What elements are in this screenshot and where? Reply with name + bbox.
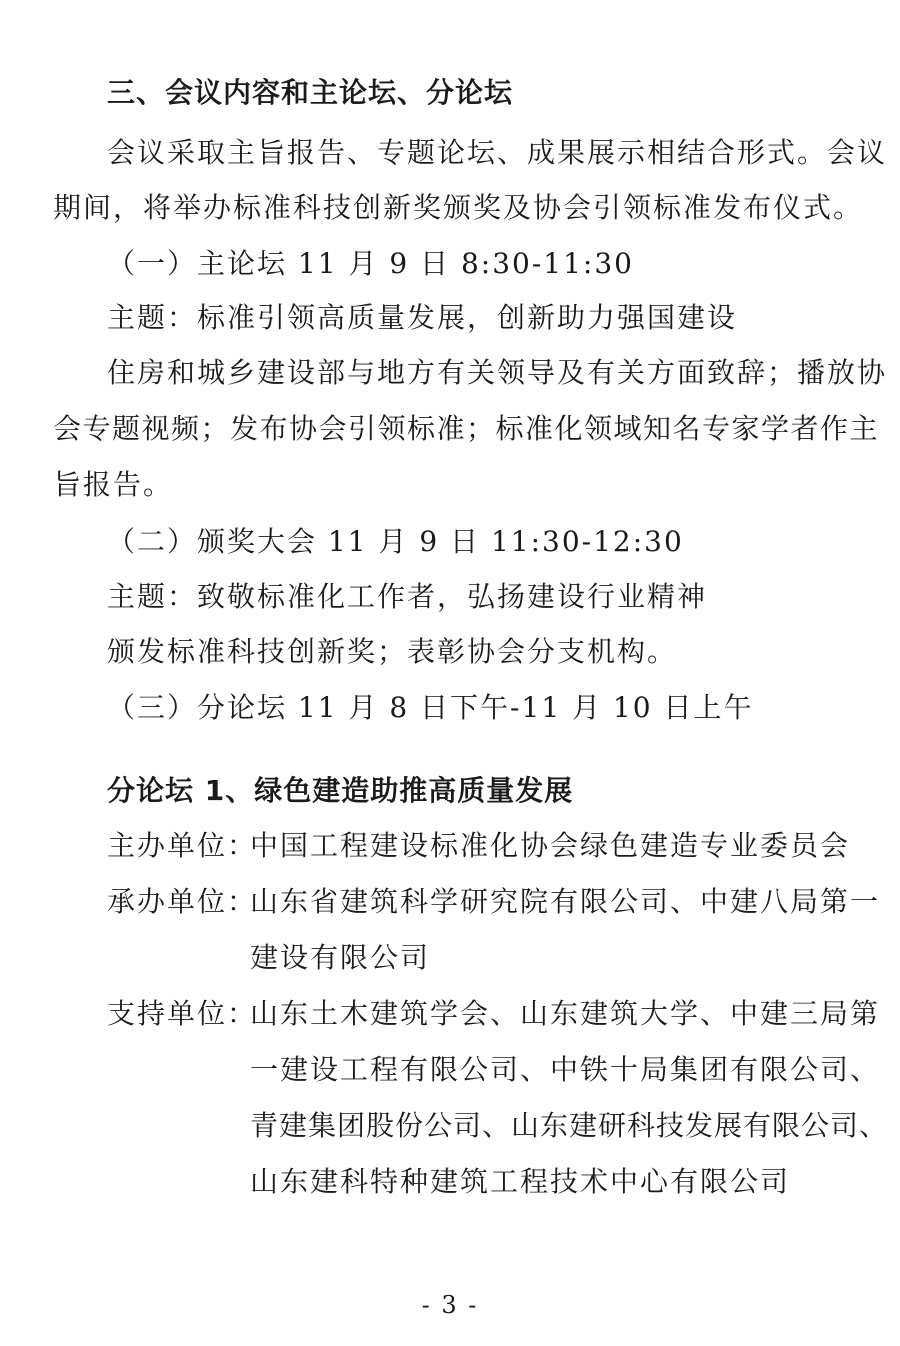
award-theme: 主题：致敬标准化工作者，弘扬建设行业精神 xyxy=(107,580,708,613)
support-label: 支持单位： xyxy=(107,997,258,1030)
award-heading: （二）颁奖大会 11 月 9 日 11:30-12:30 xyxy=(107,525,684,558)
host-label: 主办单位： xyxy=(107,829,258,862)
organizer-label: 承办单位： xyxy=(107,885,258,918)
organizer-line: 山东省建筑科学研究院有限公司、中建八局第一 xyxy=(250,885,881,918)
support-line: 青建集团股份公司、山东建研科技发展有限公司、 xyxy=(250,1109,889,1142)
sub-forums-heading: （三）分论坛 11 月 8 日下午-11 月 10 日上午 xyxy=(107,691,754,724)
main-forum-body-line: 住房和城乡建设部与地方有关领导及有关方面致辞；播放协 xyxy=(107,356,888,389)
intro-line: 期间，将举办标准科技创新奖颁奖及协会引领标准发布仪式。 xyxy=(53,191,864,224)
intro-line: 会议采取主旨报告、专题论坛、成果展示相结合形式。会议 xyxy=(107,136,888,169)
section-heading: 三、会议内容和主论坛、分论坛 xyxy=(107,76,514,109)
main-forum-body-line: 旨报告。 xyxy=(53,468,174,501)
support-line: 山东土木建筑学会、山东建筑大学、中建三局第 xyxy=(250,997,881,1030)
page-number: - 3 - xyxy=(421,1291,479,1319)
support-line: 山东建科特种建筑工程技术中心有限公司 xyxy=(250,1165,791,1198)
award-body: 颁发标准科技创新奖；表彰协会分支机构。 xyxy=(107,635,678,668)
organizer-line: 建设有限公司 xyxy=(250,941,431,974)
support-line: 一建设工程有限公司、中铁十局集团有限公司、 xyxy=(250,1053,881,1086)
main-forum-heading: （一）主论坛 11 月 9 日 8:30-11:30 xyxy=(107,247,634,280)
host-line: 中国工程建设标准化协会绿色建造专业委员会 xyxy=(250,829,851,862)
main-forum-theme: 主题：标准引领高质量发展，创新助力强国建设 xyxy=(107,301,738,334)
forum1-title: 分论坛 1、绿色建造助推高质量发展 xyxy=(107,774,574,807)
main-forum-body-line: 会专题视频；发布协会引领标准；标准化领域知名专家学者作主 xyxy=(53,412,880,445)
